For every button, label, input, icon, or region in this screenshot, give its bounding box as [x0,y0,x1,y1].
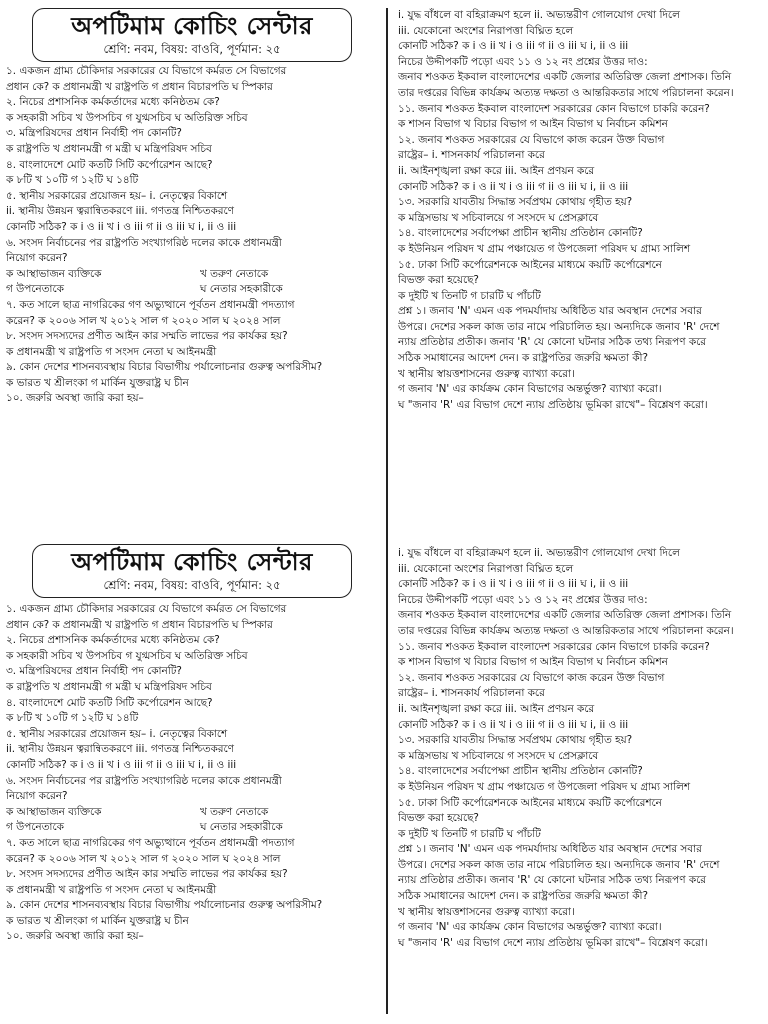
question-line: প্রধান কে? ক প্রধানমন্ত্রী খ রাষ্ট্রপতি গ প্রধান বিচারপতি ঘ স্পিকার [6,80,273,93]
option: গ উপনেতাকে [6,821,64,834]
question-line: ১. একজন গ্রাম্য চৌকিদার সরকারের যে বিভাগে কর্মরত সে বিভাগের [6,65,287,77]
question-line: ক মন্ত্রিসভায় খ সচিবালয়ে গ সংসদে ঘ প্রেসক্লাবে [398,211,599,224]
question-line: রাষ্ট্রের– i. শাসনকার্য পরিচালনা করে [398,149,545,162]
question-line: ৬. সংসদ নির্বাচনের পর রাষ্ট্রপতি সংখ্যাগরিষ্ঠ দলের কাকে প্রধানমন্ত্রী [6,774,282,787]
question-line: করেন? ক ২০০৬ সাল খ ২০১২ সাল গ ২০২০ সাল ঘ ২০২৪ সাল [6,852,281,865]
question-line: কোনটি সঠিক? ক i ও ii খ i ও iii গ ii ও iii ঘ i, ii ও iii [398,40,629,53]
question-line: কোনটি সঠিক? ক i ও ii খ i ও iii গ ii ও iii ঘ i, ii ও iii [398,578,629,591]
question-line: ক শাসন বিভাগ খ বিচার বিভাগ গ আইন বিভাগ ঘ নির্বাচন কমিশন [398,656,668,669]
question-line: খ স্থানীয় স্বায়ত্তশাসনের গুরুত্ব ব্যাখ্যা করো। [398,905,575,918]
question-line: ৫. স্থানীয় সরকারের প্রয়োজন হয়– i. নেতৃত্বের বিকাশে [6,189,228,202]
question-line: ক সহকারী সচিব খ উপসচিব গ যুগ্মসচিব ঘ অতিরিক্ত সচিব [6,649,248,662]
question-line: উপরে। দেশের সকল কাজ তার নামে পরিচালিত হয়। অন্যদিকে জনাব 'R' দেশে [398,858,720,871]
question-line: নিয়োগ করেন? [6,252,68,265]
header-title: অপটিমাম কোচিং সেন্টার [71,11,313,40]
option: ক আস্থাভাজন ব্যক্তিকে [6,267,102,280]
question-line: ২. নিচের প্রশাসনিক কর্মকর্তাদের মধ্যে কনিষ্ঠতম কে? [6,96,220,109]
question-line: করেন? ক ২০০৬ সাল খ ২০১২ সাল গ ২০২০ সাল ঘ ২০২৪ সাল [6,314,281,327]
question-line: সঠিক সমাধানের আদেশ দেন। ক রাষ্ট্রপতির জরুরি ক্ষমতা কী? [398,352,649,365]
right-column [398,8,760,413]
question-line: ii. আইনশৃঙ্খলা রক্ষা করে iii. আইন প্রণয়ন করে [398,164,595,177]
header-subtitle: শ্রেণি: নবম, বিষয়: বাওবি, পূর্ণমান: ২৫ [103,578,281,592]
option: ঘ নেতার সহকারীকে [200,283,283,296]
question-line: কোনটি সঠিক? ক i ও ii খ i ও iii গ ii ও iii ঘ i, ii ও iii [6,220,237,233]
question-line: ১৫. ঢাকা সিটি কর্পোরেশনকে আইনের মাধ্যমে কয়টি কর্পোরেশনে [398,258,662,271]
question-line: জনাব শওকত ইকবাল বাংলাদেশের একটি জেলার অতিরিক্ত জেলা প্রশাসক। তিনি [398,71,732,84]
question-line: তার দপ্তরের বিভিন্ন কার্যক্রম অত্যন্ত দক্ষতা ও আন্তরিকতার সাথে পরিচালনা করেন। [398,624,734,637]
question-line: iii. যেকোনো অংশের নিরাপত্তা বিঘ্নিত হলে [398,24,574,37]
question-line: ক ৮টি খ ১০টি গ ১২টি ঘ ১৪টি [6,712,139,725]
question-line: ১. একজন গ্রাম্য চৌকিদার সরকারের যে বিভাগে কর্মরত সে বিভাগের [6,603,287,615]
question-line: উপরে। দেশের সকল কাজ তার নামে পরিচালিত হয়। অন্যদিকে জনাব 'R' দেশে [398,320,720,333]
question-line: ঘ "জনাব 'R' এর বিভাগ দেশে ন্যায় প্রতিষ্ঠায় ভূমিকা রাখে"– বিশ্লেষণ করো। [398,398,708,411]
question-line: ক দুইটি খ তিনটি গ চারটি ঘ পাঁচটি [398,827,541,840]
question-line: ১৩. সরকারি যাবতীয় সিদ্ধান্ত সর্বপ্রথম কোথায় গৃহীত হয়? [398,734,633,747]
question-line: ৬. সংসদ নির্বাচনের পর রাষ্ট্রপতি সংখ্যাগরিষ্ঠ দলের কাকে প্রধানমন্ত্রী [6,236,282,249]
question-line: নিয়োগ করেন? [6,790,68,803]
column-divider [386,8,388,1014]
question-line: ১৪. বাংলাদেশের সর্বাপেক্ষা প্রাচীন স্থানীয় প্রতিষ্ঠান কোনটি? [398,227,643,240]
question-line: ৪. বাংলাদেশে মোট কতটি সিটি কর্পোরেশন আছে? [6,696,213,709]
question-line: ক ভারত খ শ্রীলংকা গ মার্কিন যুক্তরাষ্ট্র ঘ চীন [6,914,189,927]
question-line: ক রাষ্ট্রপতি খ প্রধানমন্ত্রী গ মন্ত্রী ঘ মন্ত্রিপরিষদ সচিব [6,680,212,693]
question-line: খ স্থানীয় স্বায়ত্তশাসনের গুরুত্ব ব্যাখ্যা করো। [398,367,575,380]
question-line: কোনটি সঠিক? ক i ও ii খ i ও iii গ ii ও iii ঘ i, ii ও iii [398,180,629,193]
question-line: ১১. জনাব শওকত ইকবাল বাংলাদেশ সরকারের কোন বিভাগে চাকরি করেন? [398,102,710,115]
question-line: iii. যেকোনো অংশের নিরাপত্তা বিঘ্নিত হলে [398,562,574,575]
question-line: ৩. মন্ত্রিপরিষদের প্রধান নির্বাহী পদ কোনটি? [6,127,182,140]
question-line: ১১. জনাব শওকত ইকবাল বাংলাদেশ সরকারের কোন বিভাগে চাকরি করেন? [398,640,710,653]
option-row [6,267,368,283]
question-line: i. যুদ্ধ বাঁধলে বা বহিরাক্রমণ হলে ii. অভ্যন্তরীণ গোলযোগ দেখা দিলে [398,547,680,559]
question-line: ক ইউনিয়ন পরিষদ খ গ্রাম পঞ্চায়েত গ উপজেলা পরিষদ ঘ গ্রাম্য সালিশ [398,780,691,793]
header-subtitle: শ্রেণি: নবম, বিষয়: বাওবি, পূর্ণমান: ২৫ [103,42,281,56]
header-box [32,8,352,62]
question-line: ii. স্থানীয় উন্নয়ন ত্বরান্বিতকরণে iii. গণতন্ত্র নিশ্চিতকরণে [6,743,234,756]
question-line: ১০. জরুরি অবস্থা জারি করা হয়– [6,930,144,943]
question-line: কোনটি সঠিক? ক i ও ii খ i ও iii গ ii ও iii ঘ i, ii ও iii [6,758,237,771]
option: গ উপনেতাকে [6,283,64,296]
question-line: ১৩. সরকারি যাবতীয় সিদ্ধান্ত সর্বপ্রথম কোথায় গৃহীত হয়? [398,196,633,209]
question-line: ৭. কত সালে ছাত্র নাগরিকের গণ অভ্যুত্থানে পূর্বতন প্রধানমন্ত্রী পদত্যাগ [6,298,295,311]
question-line: ৮. সংসদ সদস্যদের প্রণীত আইন কার সম্মতি লাভের পর কার্যকর হয়? [6,330,288,343]
question-line: ন্যায় প্রতিষ্ঠার প্রতীক। জনাব 'R' যে কোনো ঘটনার সঠিক তথ্য নিরূপণ করে [398,336,706,349]
question-line: ন্যায় প্রতিষ্ঠার প্রতীক। জনাব 'R' যে কোনো ঘটনার সঠিক তথ্য নিরূপণ করে [398,874,706,887]
question-line: ১৫. ঢাকা সিটি কর্পোরেশনকে আইনের মাধ্যমে কয়টি কর্পোরেশনে [398,796,662,809]
question-line: তার দপ্তরের বিভিন্ন কার্যক্রম অত্যন্ত দক্ষতা ও আন্তরিকতার সাথে পরিচালনা করেন। [398,86,734,99]
question-line: ii. আইনশৃঙ্খলা রক্ষা করে iii. আইন প্রণয়ন করে [398,702,595,715]
option-row [6,282,368,298]
question-line: ক দুইটি খ তিনটি গ চারটি ঘ পাঁচটি [398,289,541,302]
question-line: গ জনাব 'N' এর কার্যক্রম কোন বিভাগের অন্তর্ভুক্ত? ব্যাখ্যা করো। [398,921,662,934]
question-line: ii. স্থানীয় উন্নয়ন ত্বরান্বিতকরণে iii. গণতন্ত্র নিশ্চিতকরণে [6,205,234,218]
question-line: ক ইউনিয়ন পরিষদ খ গ্রাম পঞ্চায়েত গ উপজেলা পরিষদ ঘ গ্রাম্য সালিশ [398,242,691,255]
question-line: ২. নিচের প্রশাসনিক কর্মকর্তাদের মধ্যে কনিষ্ঠতম কে? [6,634,220,647]
question-line: কোনটি সঠিক? ক i ও ii খ i ও iii গ ii ও iii ঘ i, ii ও iii [398,718,629,731]
question-line: ১৪. বাংলাদেশের সর্বাপেক্ষা প্রাচীন স্থানীয় প্রতিষ্ঠান কোনটি? [398,765,643,778]
question-line: ৭. কত সালে ছাত্র নাগরিকের গণ অভ্যুত্থানে পূর্বতন প্রধানমন্ত্রী পদত্যাগ [6,836,295,849]
question-line: রাষ্ট্রের– i. শাসনকার্য পরিচালনা করে [398,687,545,700]
left-column [6,602,368,945]
left-column [6,64,368,407]
question-line: ১২. জনাব শওকত সরকারের যে বিভাগে কাজ করেন উক্ত বিভাগ [398,133,665,146]
question-line: ক প্রধানমন্ত্রী খ রাষ্ট্রপতি গ সংসদ নেতা ঘ আইনমন্ত্রী [6,345,217,358]
question-line: ১২. জনাব শওকত সরকারের যে বিভাগে কাজ করেন উক্ত বিভাগ [398,671,665,684]
question-line: ক প্রধানমন্ত্রী খ রাষ্ট্রপতি গ সংসদ নেতা ঘ আইনমন্ত্রী [6,883,217,896]
option: খ তরুণ নেতাকে [200,267,269,280]
question-line: ঘ "জনাব 'R' এর বিভাগ দেশে ন্যায় প্রতিষ্ঠায় ভূমিকা রাখে"– বিশ্লেষণ করো। [398,936,708,949]
question-line: ৩. মন্ত্রিপরিষদের প্রধান নির্বাহী পদ কোনটি? [6,665,182,678]
question-line: প্রশ্ন ১। জনাব 'N' এমন এক পদমর্যাদায় অধিষ্ঠিত যার অবস্থান দেশের সবার [398,305,702,318]
question-line: ১০. জরুরি অবস্থা জারি করা হয়– [6,392,144,405]
question-line: ক রাষ্ট্রপতি খ প্রধানমন্ত্রী গ মন্ত্রী ঘ মন্ত্রিপরিষদ সচিব [6,142,212,155]
question-line: ৯. কোন দেশের শাসনব্যবস্থায় বিচার বিভাগীয় পর্যালোচনার গুরুত্ব অপরিসীম? [6,899,323,912]
question-line: ৮. সংসদ সদস্যদের প্রণীত আইন কার সম্মতি লাভের পর কার্যকর হয়? [6,868,288,881]
question-line: প্রশ্ন ১। জনাব 'N' এমন এক পদমর্যাদায় অধিষ্ঠিত যার অবস্থান দেশের সবার [398,843,702,856]
header-title: অপটিমাম কোচিং সেন্টার [71,547,313,576]
option: ঘ নেতার সহকারীকে [200,821,283,834]
option: খ তরুণ নেতাকে [200,805,269,818]
option-row [6,820,368,836]
question-line: ক শাসন বিভাগ খ বিচার বিভাগ গ আইন বিভাগ ঘ নির্বাচন কমিশন [398,118,668,131]
option: ক আস্থাভাজন ব্যক্তিকে [6,805,102,818]
question-line: ক সহকারী সচিব খ উপসচিব গ যুগ্মসচিব ঘ অতিরিক্ত সচিব [6,111,248,124]
question-line: ৫. স্থানীয় সরকারের প্রয়োজন হয়– i. নেতৃত্বের বিকাশে [6,727,228,740]
question-line: বিভক্ত করা হয়েছে? [398,274,479,287]
question-line: i. যুদ্ধ বাঁধলে বা বহিরাক্রমণ হলে ii. অভ্যন্তরীণ গোলযোগ দেখা দিলে [398,9,680,21]
right-column [398,546,760,951]
question-line: প্রধান কে? ক প্রধানমন্ত্রী খ রাষ্ট্রপতি গ প্রধান বিচারপতি ঘ স্পিকার [6,618,273,631]
question-line: ক ভারত খ শ্রীলংকা গ মার্কিন যুক্তরাষ্ট্র ঘ চীন [6,376,189,389]
question-line: নিচের উদ্দীপকটি পড়ো এবং ১১ ও ১২ নং প্রশ্নের উত্তর দাও: [398,593,648,606]
header-box [32,544,352,598]
option-row [6,805,368,821]
question-line: জনাব শওকত ইকবাল বাংলাদেশের একটি জেলার অতিরিক্ত জেলা প্রশাসক। তিনি [398,609,732,622]
question-line: গ জনাব 'N' এর কার্যক্রম কোন বিভাগের অন্তর্ভুক্ত? ব্যাখ্যা করো। [398,383,662,396]
question-line: সঠিক সমাধানের আদেশ দেন। ক রাষ্ট্রপতির জরুরি ক্ষমতা কী? [398,890,649,903]
question-line: ৪. বাংলাদেশে মোট কতটি সিটি কর্পোরেশন আছে? [6,158,213,171]
question-line: ক ৮টি খ ১০টি গ ১২টি ঘ ১৪টি [6,174,139,187]
question-line: ৯. কোন দেশের শাসনব্যবস্থায় বিচার বিভাগীয় পর্যালোচনার গুরুত্ব অপরিসীম? [6,361,323,374]
question-line: নিচের উদ্দীপকটি পড়ো এবং ১১ ও ১২ নং প্রশ্নের উত্তর দাও: [398,55,648,68]
question-line: ক মন্ত্রিসভায় খ সচিবালয়ে গ সংসদে ঘ প্রেসক্লাবে [398,749,599,762]
question-line: বিভক্ত করা হয়েছে? [398,812,479,825]
